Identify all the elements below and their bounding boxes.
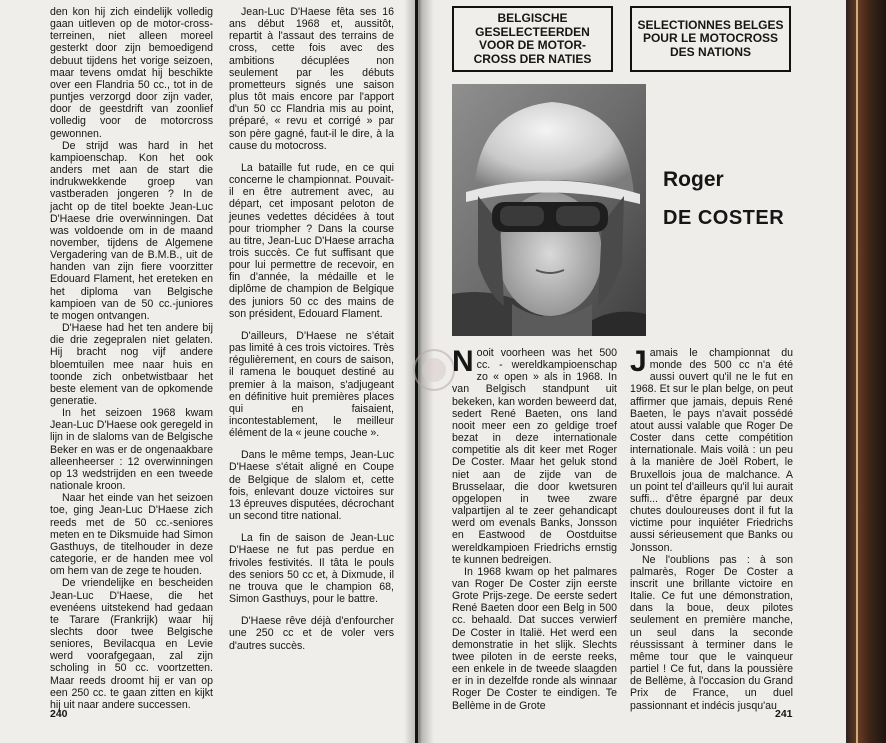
paragraph: D'Haese had het ten andere bij die drie zegepralen niet gelaten. Hij bracht nog vijf andere bloemtuilen mee naar huis en toonde zich onbetwistbaar het beste element van de opkomende generatie. bbox=[50, 322, 213, 407]
drop-cap: N bbox=[452, 345, 474, 378]
watermark-stamp bbox=[410, 346, 458, 394]
paragraph: In 1968 kwam op het palmares van Roger De Coster zijn eerste Grote Prijs-zege. De eerste sedert René Baeten door een Belg in 500 cc. behaald. Dat succes verwierf De Coster in Italië. Het werd een demonstratie in het slijk. Slechts twee piloten in de eerste reeks, een enkele in de tweede slaagden er in in dezelfde ronde als winnaar Roger De Coster te eindigen. Te Bellème in de Grote bbox=[452, 565, 617, 712]
paragraph: La fin de saison de Jean-Luc D'Haese ne fut pas perdue en frivoles festivités. Il tâta le pouls des seniors 50 cc et, à Dixmude, il ne trouva que le champion 68, Simon Gasthuys, pour le battre. bbox=[229, 532, 394, 606]
paragraph: In het seizoen 1968 kwam Jean-Luc D'Haese ook geregeld in lijn in de slaloms van de Belgische Beker en was er de ongenaakbare alleenheerser : 12 overwinningen op 13 wedstrijden en een tweede nationale kroon. bbox=[50, 407, 213, 493]
paragraph: amais le championnat du monde des 500 cc n'a été aussi ouvert qu'il ne le fut en 1968. Et sur le plan belge, on peut affirmer que jamais, depuis René Baeten, le pays n'avait possédé atout aussi valable que Roger De Coster dans cette compétition internationale. Mais voilà : un peu à la manière de Joël Robert, le Bruxellois joua de malchance. A un point tel d'ailleurs qu'il lui aurait suffi... d'être épargné par deux chutes douloureuses dont il fut la victime pour inquiéter Friedrichs aussi sérieusement que Banks ou Jonsson. bbox=[630, 347, 793, 554]
paragraph: De vriendelijke en bescheiden Jean-Luc D'Haese, die het evenéens uitstekend had gedaan te Tarare (Frankrijk) waar hij slechts door twee Belgische seniores, Bevilacqua en Levie werd voorafgegaan, zal zijn scholing in 50 cc. voortzetten. Maar reeds droomt hij er van op een 250 cc. te gaan zitten en kijkt hij uit naar andere successen. bbox=[50, 577, 213, 711]
heading-box-french: SELECTIONNES BELGES POUR LE MOTOCROSS DES NATIONS bbox=[630, 6, 791, 72]
right-col-dutch bbox=[452, 347, 617, 712]
paragraph-with-dropcap bbox=[630, 347, 793, 554]
page-number-left: 240 bbox=[50, 708, 68, 720]
paragraph: De strijd was hard in het kampioenschap. Kon het ook anders met aan de start die indrukwekkende groep van vastberaden jongeren ? In de jacht op de titel boekte Jean-Luc D'Haese drie overwinningen. Dat was voldoende om in de maand november, tijdens de Algemene Vergadering van de B.M.B., uit de handen van zijn fiere voorzitter Edouard Flament, het ereteken en het diploma van Belgische kampioen van de 50 cc.-juniores te mogen ontvangen. bbox=[50, 139, 213, 322]
page-number-right: 241 bbox=[775, 708, 793, 720]
paragraph: Naar het einde van het seizoen toe, ging Jean-Luc D'Haese zich reeds met de 50 cc.-seniores meten en te Diksmuide had Simon Gasthuys, de titelhouder in deze categorie, er de handen mee vol om hem van de zege te houden. bbox=[50, 492, 213, 578]
portrait-image bbox=[452, 84, 646, 336]
paragraph: D'Haese rêve déjà d'enfourcher une 250 cc et de voler vers d'autres succès. bbox=[229, 615, 394, 652]
right-col-french bbox=[630, 347, 793, 712]
paragraph: La bataille fut rude, en ce qui concerne le championnat. Pouvait-il en être autrement avec, au départ, cet imposant peloton de jeunes vedettes décidées à tout pour triompher ? Dans la course au titre, Jean-Luc D'Haese arracha trois succès. Ce fut suffisant que pour lui permettre de recevoir, en fin d'année, la médaille et le diplôme de champion de Belgique des juniors 50 cc des mains de son président, Edouard Flament. bbox=[229, 161, 394, 320]
paragraph: Jean-Luc D'Haese fêta ses 16 ans début 1968 et, aussitôt, repartit à l'assaut des terrains de cross, cette fois avec des ambitions décuplées non seulement par les débuts prometteurs signés une saison plus tôt mais encore par l'apport d'un 50 cc Flandria mis au point, préparé, « revu et corrigé » par son père gagné, faut-il le dire, à la cause du motocross. bbox=[229, 6, 394, 152]
rider-first-name: Roger bbox=[663, 168, 724, 191]
paragraph: den kon hij zich eindelijk volledig gaan uitleven op de motor-cross-terreinen, niet alleen moreel gesterkt door zijn bemoedigend debuut tijdens het vorige seizoen, maar tevens omdat hij beschikte over een Flandria 50 cc., tot in de puntjes verzorgd door zijn vader, door de geestdrift van zoonlief volledig voor de motorcross gewonnen. bbox=[50, 6, 213, 140]
paragraph: Ne l'oublions pas : à son palmarès, Roger De Coster a inscrit une brillante victoire en Italie. Ce fut une démonstration, dans la boue, deux pilotes seulement en première manche, un seul dans la seconde réussissant à terminer dans le même tour que le vainqueur partiel ! Ce fut, dans la poussière de Bellème, à l'occasion du Grand Prix de France, un duel passionnant et indécis jusqu'au bbox=[630, 553, 793, 712]
heading-box-dutch: BELGISCHE GESELECTEERDEN VOOR DE MOTOR-CROSS DER NATIES bbox=[452, 6, 613, 72]
rider-photo bbox=[452, 84, 646, 336]
book-cover-edge bbox=[846, 0, 886, 743]
paragraph-with-dropcap bbox=[452, 347, 617, 566]
paragraph: Dans le même temps, Jean-Luc D'Haese s'était aligné en Coupe de Belgique de slalom et, cette fois, enlevant douze victoires sur 13 épreuves disputées, décrochant un second titre national. bbox=[229, 449, 394, 523]
rider-last-name: DE COSTER bbox=[663, 207, 785, 229]
paragraph: ooit voorheen was het 500 cc. - wereldkampioenschap zo « open » als in 1968. In van Belgisch standpunt uit bekeken, kan worden beweerd dat, sedert René Baeten, ons land nooit meer een zo geldige troef bezat in deze internationale competitie als dit keer met Roger De Coster. Maar het geluk stond niet aan de zijde van de Brusselaar, die door kwetsuren opgelopen in twee zware valpartijen al te zeer gehandicapt werd om evenals Banks, Jonsson en Eastwood de Oostduitse wereldkampioen Friedrichs ernstig te kunnen bedreigen. bbox=[452, 347, 617, 566]
page-edge-line bbox=[856, 0, 858, 743]
paragraph: D'ailleurs, D'Haese ne s'était pas limité à ces trois victoires. Très régulièrement, en cours de saison, il ramena le bouquet destiné au premier à la maison, s'adjugeant en définitive huit premières places qui en faisaient, incontestablement, le meilleur élément de la « jeune couche ». bbox=[229, 329, 394, 440]
left-col-french bbox=[229, 6, 394, 652]
left-col-dutch bbox=[50, 6, 213, 711]
drop-cap: J bbox=[630, 345, 647, 378]
